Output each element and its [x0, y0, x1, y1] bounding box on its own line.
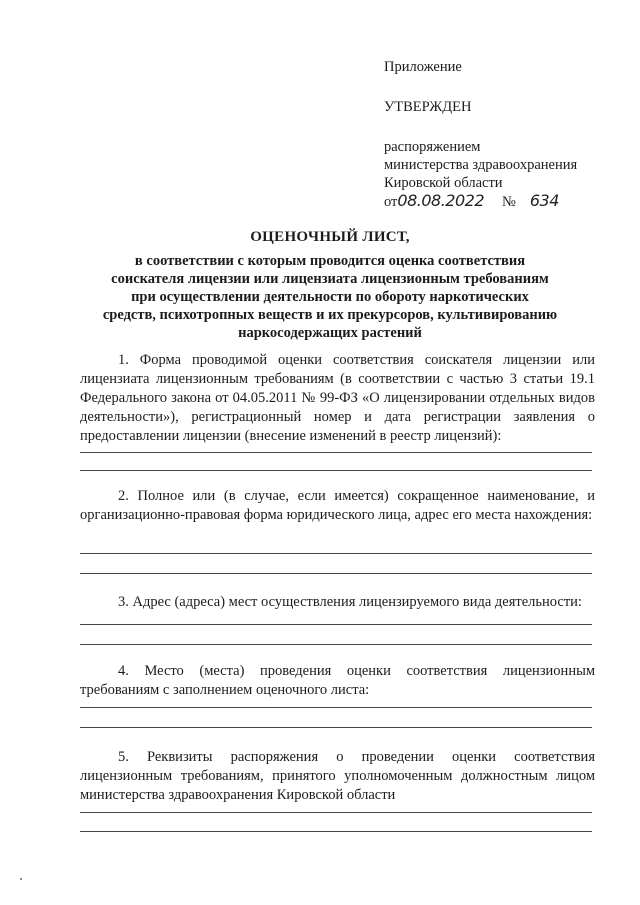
approval-stamp-block — [384, 58, 577, 211]
section-1-text: 1. Форма проводимой оценки соответствия соискателя лицензии или лицензиата лицензионным требованиям (в соответствии с частью 3 статьи 19.1 Федерального закона от 04.05.2011 № 99-ФЗ «О лицензировании отдельных видов деятельности»), регистрационный номер и дата регистрации заявления о предоставлении лицензии (внесение изменений в реестр лицензий): — [80, 352, 595, 444]
approved-by-line-1: распоряжением — [384, 139, 481, 155]
section-3 — [80, 593, 595, 612]
title-main: ОЦЕНОЧНЫЙ ЛИСТ, — [250, 229, 410, 245]
fill-line — [80, 452, 592, 453]
approved-label: УТВЕРЖДЕН — [384, 99, 472, 115]
fill-line — [80, 727, 592, 728]
fill-line — [80, 707, 592, 708]
fill-line — [80, 644, 592, 645]
handwritten-number: 634 — [529, 191, 559, 210]
section-5-text: 5. Реквизиты распоряжения о проведении оценки соответствия лицензионным требованиям, принятого уполномоченным должностным лицом министерства здравоохранения Кировской области — [80, 749, 595, 803]
title-line-5: наркосодержащих растений — [238, 325, 422, 341]
section-1 — [80, 351, 595, 446]
section-4 — [80, 662, 595, 700]
scan-speck — [20, 878, 22, 880]
number-sign: № — [502, 194, 516, 210]
fill-line — [80, 812, 592, 813]
title-line-2: соискателя лицензии или лицензиата лицензионным требованиям — [111, 271, 549, 287]
section-4-text: 4. Место (места) проведения оценки соответствия лицензионным требованиям с заполнением оценочного листа: — [80, 663, 595, 698]
fill-line — [80, 553, 592, 554]
title-line-4: средств, психотропных веществ и их прекурсоров, культивированию — [102, 307, 558, 323]
handwritten-date: 08.08.2022 — [397, 191, 485, 210]
fill-line — [80, 624, 592, 625]
fill-line — [80, 573, 592, 574]
appendix-label: Приложение — [384, 59, 462, 75]
approved-by-line-3: Кировской области — [384, 175, 503, 191]
section-5 — [80, 748, 595, 805]
fill-line — [80, 470, 592, 471]
section-2 — [80, 487, 595, 525]
date-prefix: от — [384, 194, 398, 210]
approved-by-line-2: министерства здравоохранения — [384, 157, 578, 173]
section-2-text: 2. Полное или (в случае, если имеется) сокращенное наименование, и организационно-правовая форма юридического лица, адрес его места нахождения: — [80, 488, 595, 523]
approval-date-number — [384, 192, 577, 211]
section-3-text: 3. Адрес (адреса) мест осуществления лицензируемого вида деятельности: — [118, 594, 582, 610]
fill-line — [80, 831, 592, 832]
document-title — [70, 228, 590, 342]
title-line-3: при осуществлении деятельности по обороту наркотических — [131, 289, 529, 305]
title-line-1: в соответствии с которым проводится оценка соответствия — [134, 253, 526, 269]
